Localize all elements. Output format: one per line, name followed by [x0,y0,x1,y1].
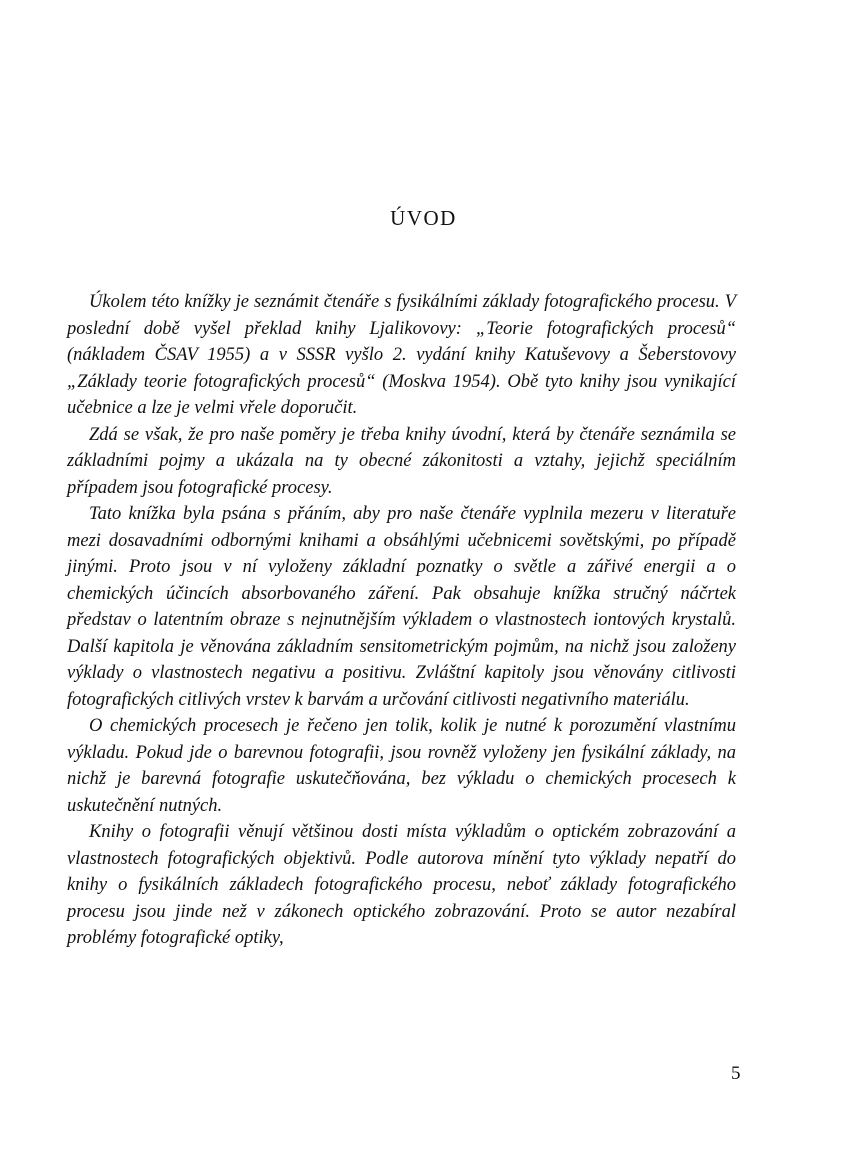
paragraph-3: Tato knížka byla psána s přáním, aby pro naše čtenáře vyplnila mezeru v literatuře mezi dosavadními odbornými knihami a obsáhlými učebnicemi sovětskými, po případě jinými. Proto jsou v ní vyloženy základní poznatky o světle a zářivé energii a o chemických účincích absorbovaného záření. Pak obsahuje knížka stručný náčrtek představ o latentním obraze s nejnutnějším výkladem o vlastnostech iontových krystalů. Další kapitola je věnována základním sensitometrickým pojmům, na nichž jsou založeny výklady o vlastnostech negativu a positivu. Zvláštní kapitoly jsou věnovány citlivosti fotografických citlivých vrstev k barvám a určování citlivosti negativního materiálu. [67,504,736,710]
body-text [67,289,736,952]
paragraph-5: Knihy o fotografii věnují většinou dosti místa výkladům o optickém zobrazování a vlastnostech fotografických objektivů. Podle autorova mínění tyto výklady nepatří do knihy o fysikálních základech fotografického procesu, neboť základy fotografického procesu jsou jinde než v zákonech optického zobrazování. Proto se autor nezabíral problémy fotografické optiky, [67,822,736,948]
paragraph-4: O chemických procesech je řečeno jen tolik, kolik je nutné k porozumění vlastnímu výkladu. Pokud jde o barevnou fotografii, jsou rovněž vyloženy jen fysikální základy, na nichž je barevná fotografie uskutečňována, bez výkladu o chemických procesech k uskutečnění nutných. [67,716,736,816]
page-title: ÚVOD [390,206,457,230]
paragraph-1: Úkolem této knížky je seznámit čtenáře s fysikálními základy fotografického procesu. V poslední době vyšel překlad knihy Ljalikovovy: „Teorie fotografických procesů“ (nákladem ČSAV 1955) a v SSSR vyšlo 2. vydání knihy Katuševovy a Šeberstovovy „Základy teorie fotografických procesů“ (Moskva 1954). Obě tyto knihy jsou vynikající učebnice a lze je velmi vřele doporučit. [67,292,736,418]
paragraph-2: Zdá se však, že pro naše poměry je třeba knihy úvodní, která by čtenáře seznámila se základními pojmy a ukázala na ty obecné zákonitosti a vztahy, jejichž speciálním případem jsou fotografické procesy. [67,424,736,498]
page-number: 5 [731,1063,741,1084]
